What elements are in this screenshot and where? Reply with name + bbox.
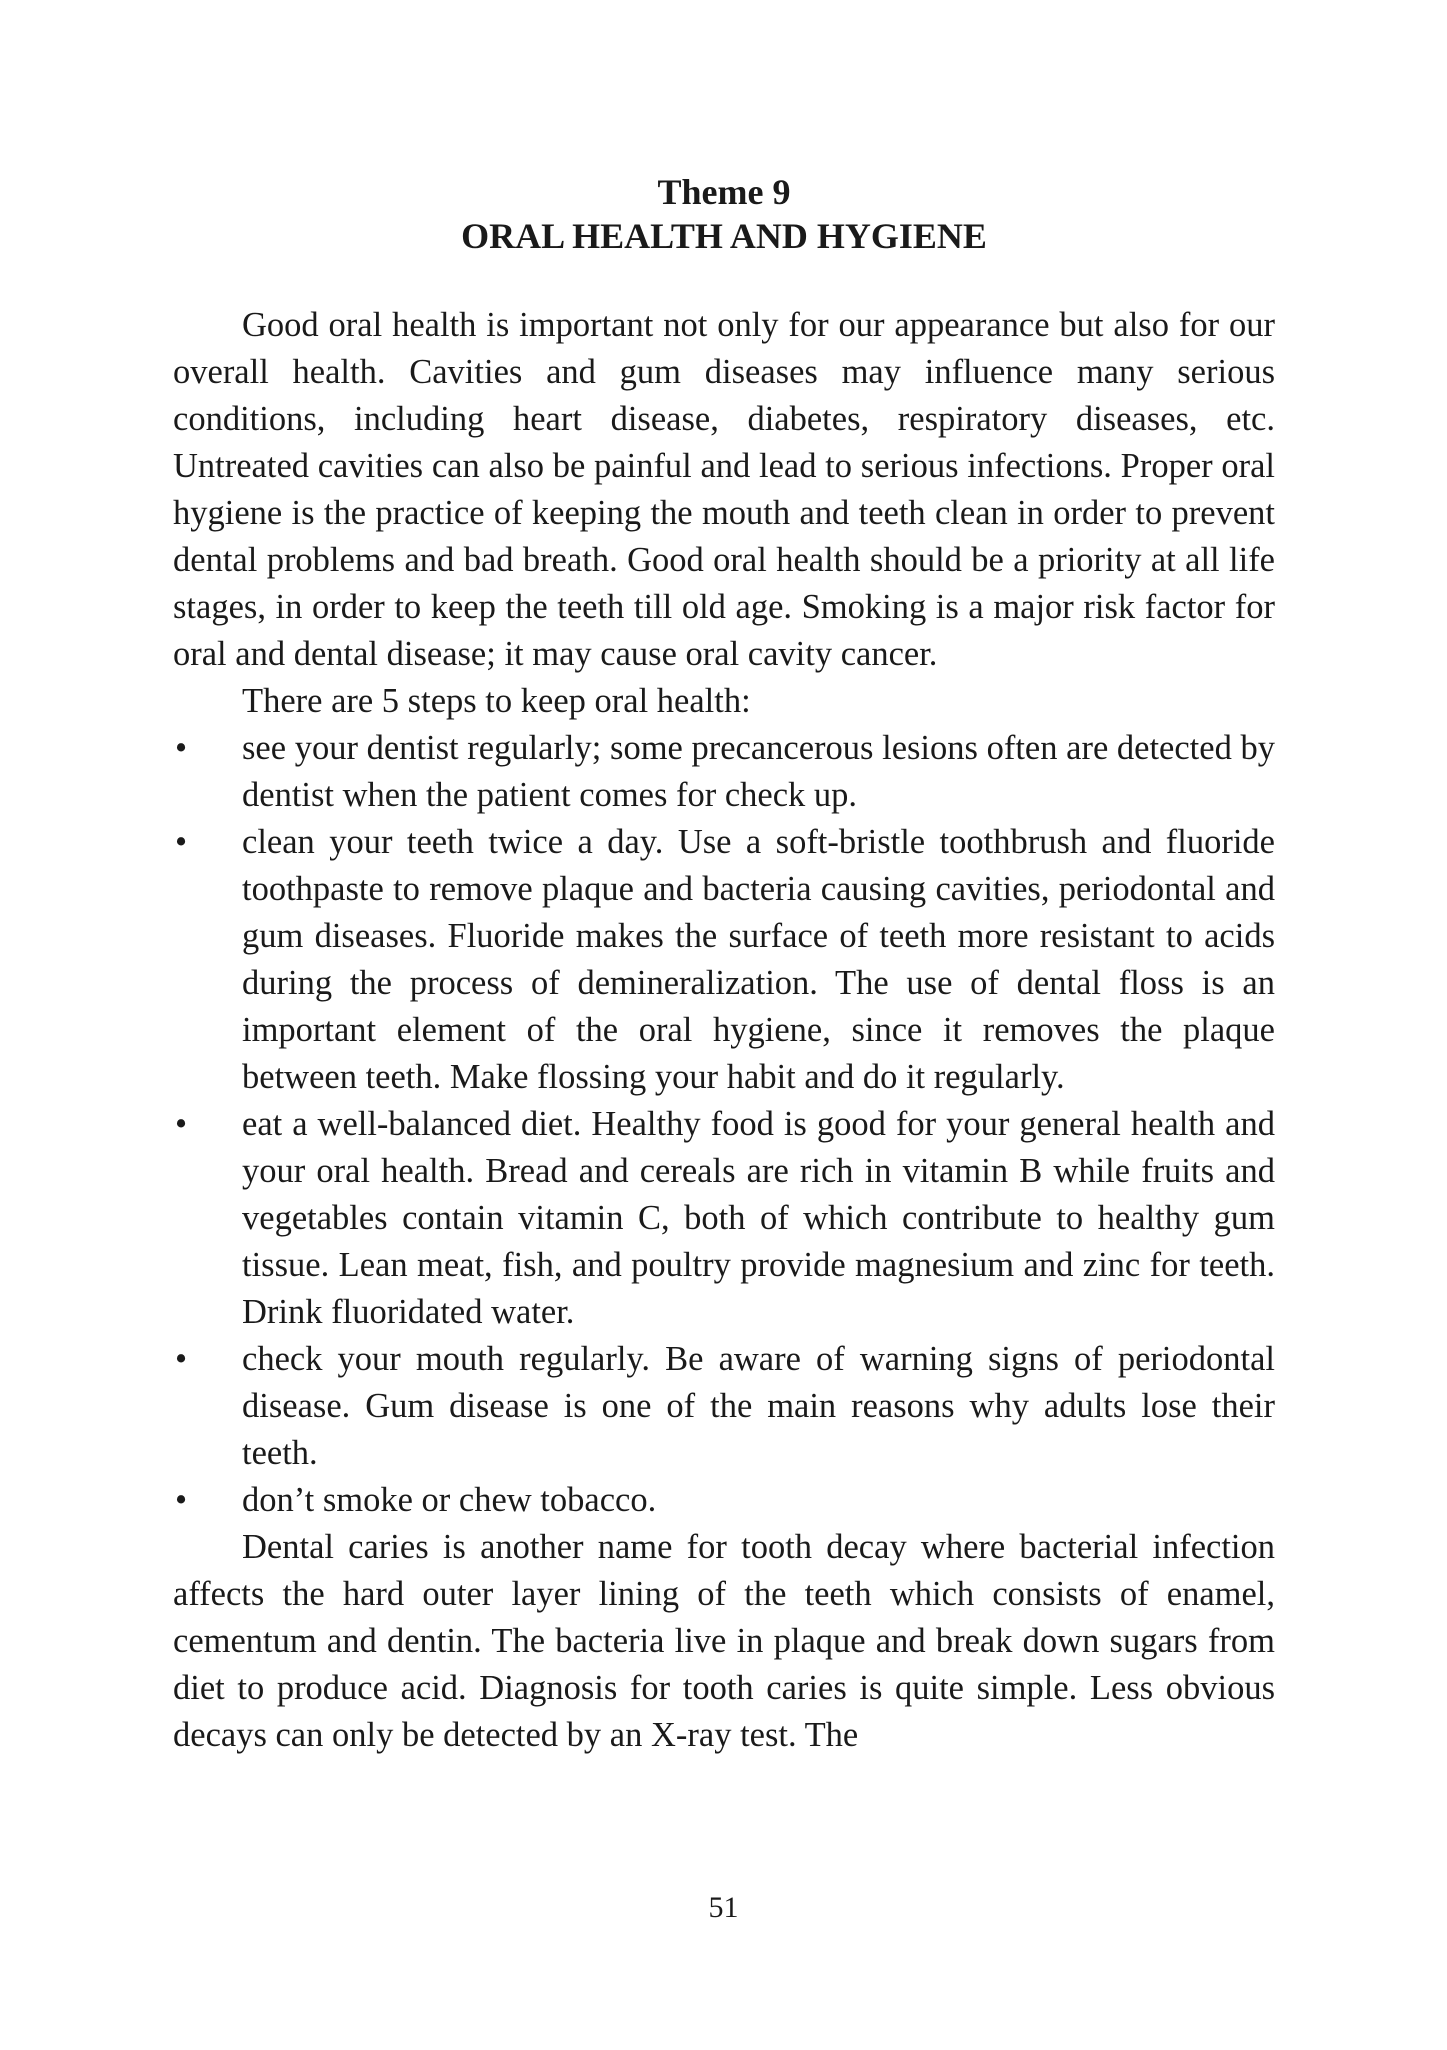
page-content bbox=[173, 170, 1275, 1759]
list-item bbox=[173, 819, 1275, 1101]
bullet-icon: • bbox=[175, 729, 188, 767]
list-item-text: eat a well-balanced diet. Healthy food is good for your general health and your oral health. Bread and cereals are rich in vitamin B while fruits and vegetables contain vitamin C, both of which contribute to healthy gum tissue. Lean meat, fish, and poultry provide magnesium and zinc for teeth. Drink fluoridated water. bbox=[242, 1105, 1275, 1331]
list-item-text: see your dentist regularly; some precancerous lesions often are detected by dentist when the patient comes for check up. bbox=[242, 729, 1275, 814]
list-item bbox=[173, 1336, 1275, 1477]
page-number: 51 bbox=[708, 1891, 739, 1924]
list-item-text: don’t smoke or chew tobacco. bbox=[242, 1481, 657, 1519]
caries-paragraph: Dental caries is another name for tooth decay where bacterial infection affects the hard outer layer lining of the teeth which consists of enamel, cementum and dentin. The bacteria live in plaque and break down sugars from diet to produce acid. Diagnosis for tooth caries is quite simple. Less obvious decays can only be detected by an X-ray test. The bbox=[173, 1528, 1275, 1754]
steps-intro-paragraph: There are 5 steps to keep oral health: bbox=[242, 682, 751, 720]
list-item bbox=[173, 1101, 1275, 1336]
steps-list bbox=[173, 725, 1275, 1524]
page-title: ORAL HEALTH AND HYGIENE bbox=[461, 216, 987, 256]
list-item-text: check your mouth regularly. Be aware of warning signs of periodontal disease. Gum disease is one of the main reasons why adults lose their teeth. bbox=[242, 1340, 1275, 1472]
bullet-icon: • bbox=[175, 823, 188, 861]
theme-heading: Theme 9 bbox=[657, 172, 791, 212]
bullet-icon: • bbox=[175, 1340, 188, 1378]
bullet-icon: • bbox=[175, 1105, 188, 1143]
list-item bbox=[173, 725, 1275, 819]
bullet-icon: • bbox=[175, 1481, 188, 1519]
title-block bbox=[173, 170, 1275, 258]
list-item bbox=[173, 1477, 1275, 1524]
list-item-text: clean your teeth twice a day. Use a soft-bristle toothbrush and fluoride toothpaste to remove plaque and bacteria causing cavities, periodontal and gum diseases. Fluoride makes the surface of teeth more resistant to acids during the process of demineralization. The use of dental floss is an important element of the oral hygiene, since it removes the plaque between teeth. Make flossing your habit and do it regularly. bbox=[242, 823, 1275, 1096]
intro-paragraph: Good oral health is important not only for our appearance but also for our overall health. Cavities and gum diseases may influence many serious conditions, including heart disease, diabetes, respiratory diseases, etc. Untreated cavities can also be painful and lead to serious infections. Proper oral hygiene is the practice of keeping the mouth and teeth clean in order to prevent dental problems and bad breath. Good oral health should be a priority at all life stages, in order to keep the teeth till old age. Smoking is a major risk factor for oral and dental disease; it may cause oral cavity cancer. bbox=[173, 306, 1275, 673]
